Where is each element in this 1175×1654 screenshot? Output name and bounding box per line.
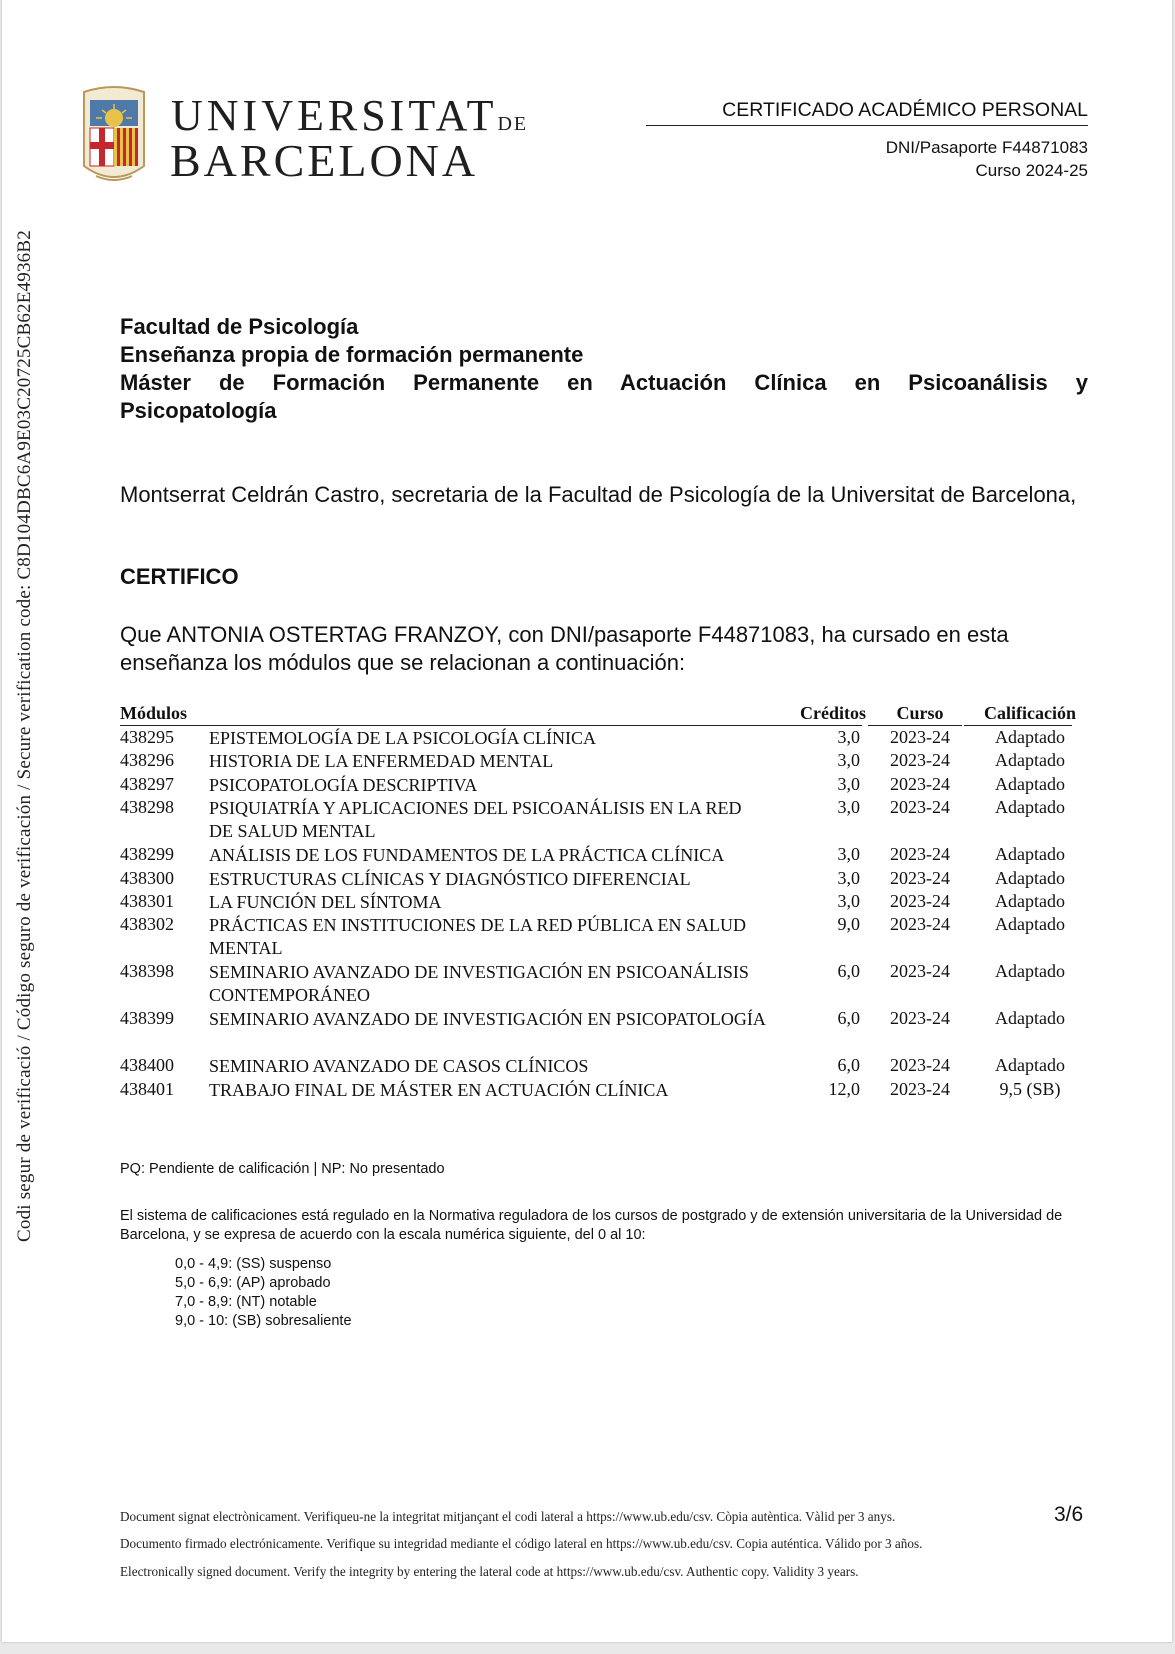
document-title: CERTIFICADO ACADÉMICO PERSONAL	[722, 99, 1088, 121]
module-calificacion: Adaptado	[995, 890, 1065, 911]
footer-english: Electronically signed document. Verify the integrity by entering the lateral code at https://www.ub.edu/csv. Authentic copy. Validity 3 years.	[120, 1564, 859, 1579]
module-code: 438301	[120, 890, 174, 911]
title-divider	[646, 125, 1088, 126]
module-creditos: 3,0	[837, 797, 860, 818]
module-curso: 2023-24	[890, 914, 950, 935]
module-creditos: 6,0	[837, 1055, 860, 1076]
module-name: SEMINARIO AVANZADO DE INVESTIGACIÓN EN PSICOANÁLISIS CONTEMPORÁNEO	[209, 962, 749, 1006]
module-curso: 2023-24	[890, 844, 950, 865]
header-modulos: Módulos	[120, 703, 188, 723]
module-name: PSICOPATOLOGÍA DESCRIPTIVA	[209, 774, 478, 795]
module-code: 438298	[120, 797, 174, 818]
module-name: SEMINARIO AVANZADO DE INVESTIGACIÓN EN PSICOPATOLOGÍA	[209, 1009, 766, 1030]
table-row	[120, 774, 1074, 797]
header-dni: DNI/Pasaporte F44871083	[885, 138, 1088, 157]
module-code: 438302	[120, 914, 174, 935]
module-code: 438295	[120, 727, 174, 747]
grade-legend: PQ: Pendiente de calificación | NP: No presentado	[120, 1161, 445, 1177]
module-curso: 2023-24	[890, 773, 950, 794]
module-code: 438300	[120, 867, 174, 888]
header-curso: Curso	[896, 703, 944, 723]
table-row	[120, 1055, 1074, 1078]
master-title-line1: Máster de Formación Permanente en Actuación Clínica en Psicoanálisis y	[120, 370, 1088, 395]
module-creditos: 6,0	[837, 961, 860, 982]
module-code: 438401	[120, 1078, 174, 1099]
module-code: 438296	[120, 750, 174, 771]
table-row	[120, 797, 1074, 844]
module-creditos: 3,0	[837, 890, 860, 911]
scale-item: 5,0 - 6,9: (AP) aprobado	[175, 1275, 331, 1291]
footer-catalan: Document signat electrònicament. Verifiqueu-ne la integritat mitjançant el codi lateral a https://www.ub.edu/csv. Còpia autèntica. Vàlid per 3 anys.	[120, 1509, 896, 1524]
program-type: Enseñanza propia de formación permanente	[120, 342, 584, 367]
table-row	[120, 750, 1074, 773]
module-name: SEMINARIO AVANZADO DE CASOS CLÍNICOS	[209, 1056, 589, 1077]
module-curso: 2023-24	[890, 961, 950, 982]
module-code: 438297	[120, 773, 174, 794]
footer-spanish: Documento firmado electrónicamente. Verifique su integridad mediante el código lateral en https://www.ub.edu/csv. Copia auténtica. Válido por 3 años.	[120, 1536, 923, 1551]
module-calificacion: Adaptado	[995, 1008, 1065, 1029]
table-row	[120, 1079, 1074, 1102]
table-header	[120, 703, 1074, 727]
logo-text-barcelona: BARCELONA	[170, 135, 479, 186]
table-row	[120, 891, 1074, 914]
scale-item: 7,0 - 8,9: (NT) notable	[175, 1294, 317, 1310]
module-code: 438400	[120, 1055, 174, 1076]
module-name: PSIQUIATRÍA Y APLICACIONES DEL PSICOANÁLISIS EN LA RED DE SALUD MENTAL	[209, 798, 742, 842]
header-creditos: Créditos	[800, 703, 866, 723]
table-body	[120, 727, 1074, 1102]
module-calificacion: Adaptado	[995, 867, 1065, 888]
scale-item: 9,0 - 10: (SB) sobresaliente	[175, 1313, 352, 1329]
module-calificacion: Adaptado	[995, 773, 1065, 794]
module-name: TRABAJO FINAL DE MÁSTER EN ACTUACIÓN CLÍNICA	[209, 1079, 669, 1100]
module-calificacion: Adaptado	[995, 1055, 1065, 1076]
module-name: ANÁLISIS DE LOS FUNDAMENTOS DE LA PRÁCTICA CLÍNICA	[209, 845, 725, 866]
university-shield-icon	[78, 84, 150, 194]
module-calificacion: 9,5 (SB)	[999, 1078, 1061, 1099]
table-row	[120, 961, 1074, 1008]
faculty-block	[120, 313, 1088, 425]
scale-item: 0,0 - 4,9: (SS) suspenso	[175, 1256, 332, 1272]
module-calificacion: Adaptado	[995, 914, 1065, 935]
certifico-heading: CERTIFICO	[120, 564, 239, 589]
module-code: 438399	[120, 1008, 174, 1029]
module-curso: 2023-24	[890, 797, 950, 818]
intro-paragraph: Montserrat Celdrán Castro, secretaria de la Facultad de Psicología de la Universitat de Barcelona,	[120, 482, 1077, 507]
module-calificacion: Adaptado	[995, 961, 1065, 982]
module-name: EPISTEMOLOGÍA DE LA PSICOLOGÍA CLÍNICA	[209, 728, 596, 748]
module-curso: 2023-24	[890, 890, 950, 911]
master-title-line2: Psicopatología	[120, 398, 277, 423]
module-calificacion: Adaptado	[995, 797, 1065, 818]
verification-code: Codi segur de verificació / Código seguro de verificación / Secure verification code: C8D104DBC6A9E03C20725CB62E4936B2	[14, 230, 35, 1242]
logo-text-de: DE	[497, 113, 529, 135]
module-code: 438299	[120, 844, 174, 865]
university-logo	[78, 84, 529, 194]
module-calificacion: Adaptado	[995, 727, 1065, 747]
logo-text-universitat: UNIVERSITATDE	[171, 91, 529, 140]
module-name: ESTRUCTURAS CLÍNICAS Y DIAGNÓSTICO DIFERENCIAL	[209, 868, 691, 889]
module-creditos: 3,0	[837, 750, 860, 771]
page-number: 3/6	[1054, 1503, 1084, 1526]
grading-note: El sistema de calificaciones está regulado en la Normativa reguladora de los cursos de postgrado y de extensión universitaria de la Universidad de Barcelona, y se expresa de acuerdo con la escala numérica siguiente, del 0 al 10:	[120, 1208, 1063, 1243]
module-creditos: 9,0	[837, 914, 860, 935]
module-creditos: 12,0	[828, 1078, 860, 1099]
document-page	[2, 0, 1172, 1642]
header-rule-curso	[868, 725, 962, 726]
table-row	[120, 844, 1074, 867]
module-name: HISTORIA DE LA ENFERMEDAD MENTAL	[209, 751, 554, 772]
header-curso: Curso 2024-25	[975, 161, 1088, 180]
table-row	[120, 914, 1074, 961]
module-curso: 2023-24	[890, 1078, 950, 1099]
module-name: LA FUNCIÓN DEL SÍNTOMA	[209, 891, 442, 912]
header-rule-calificacion	[964, 725, 1072, 726]
table-row	[120, 1008, 1074, 1055]
module-calificacion: Adaptado	[995, 844, 1065, 865]
module-creditos: 3,0	[837, 844, 860, 865]
module-curso: 2023-24	[890, 1008, 950, 1029]
module-creditos: 3,0	[837, 727, 860, 747]
header-calificacion: Calificación	[984, 703, 1076, 723]
table-row	[120, 868, 1074, 891]
module-creditos: 3,0	[837, 867, 860, 888]
module-creditos: 3,0	[837, 773, 860, 794]
grading-scale	[175, 1255, 352, 1331]
module-name: PRÁCTICAS EN INSTITUCIONES DE LA RED PÚBLICA EN SALUD MENTAL	[209, 915, 747, 959]
table-row	[120, 727, 1074, 750]
statement-paragraph: Que ANTONIA OSTERTAG FRANZOY, con DNI/pasaporte F44871083, ha cursado en esta enseñanza los módulos que se relacionan a continuación:	[120, 622, 1009, 675]
module-curso: 2023-24	[890, 1055, 950, 1076]
module-curso: 2023-24	[890, 867, 950, 888]
module-creditos: 6,0	[837, 1008, 860, 1029]
modules-table	[120, 703, 1074, 1102]
header-rule-modulos	[120, 725, 862, 726]
module-curso: 2023-24	[890, 727, 950, 747]
module-calificacion: Adaptado	[995, 750, 1065, 771]
faculty-name: Facultad de Psicología	[120, 314, 359, 339]
module-code: 438398	[120, 961, 174, 982]
module-curso: 2023-24	[890, 750, 950, 771]
